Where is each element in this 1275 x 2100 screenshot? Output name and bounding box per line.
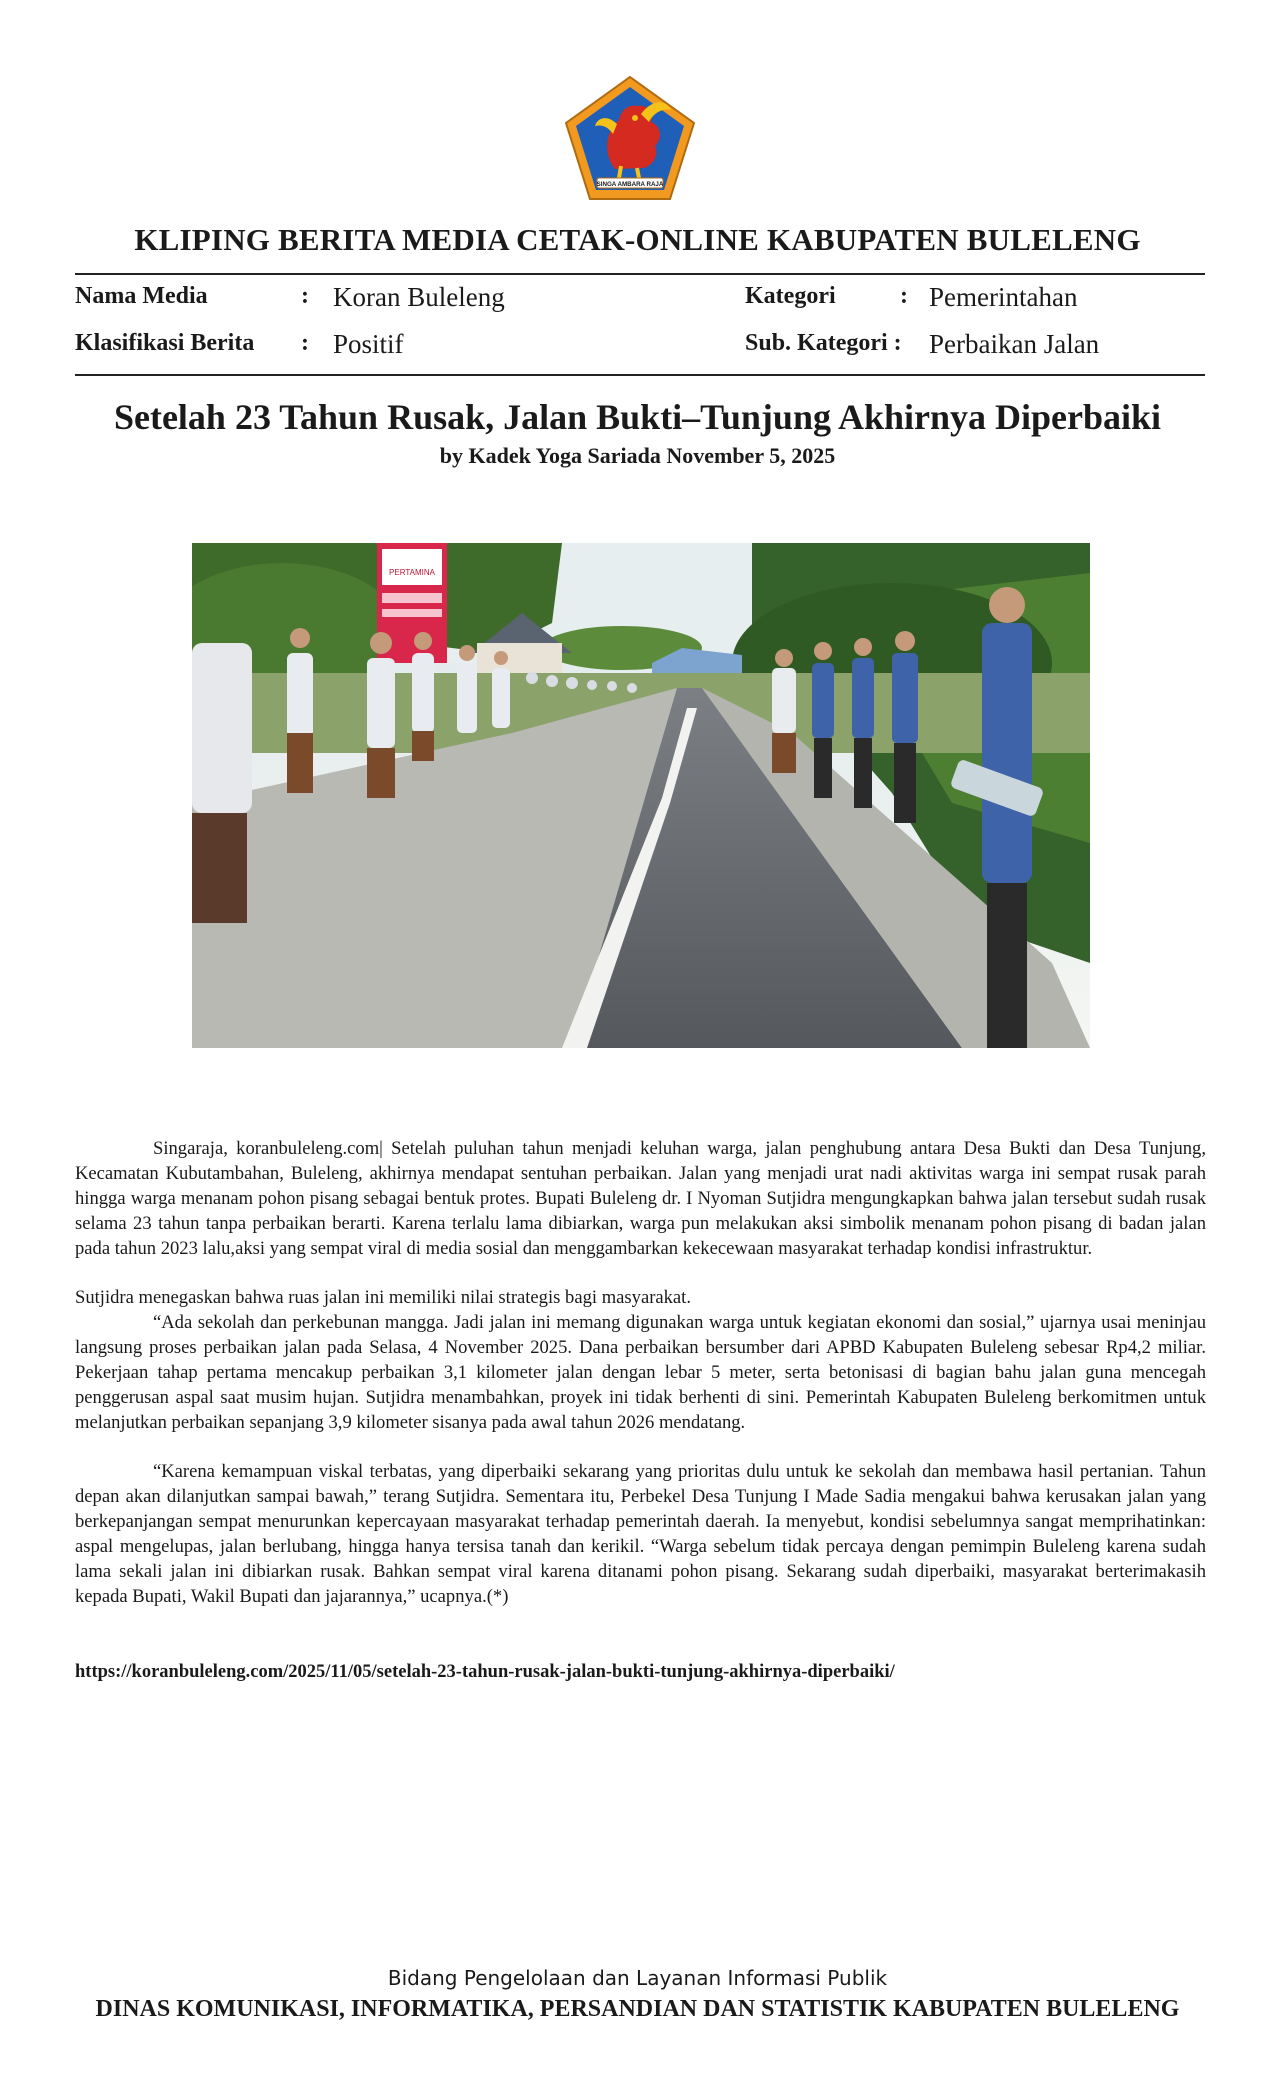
- divider: [75, 273, 1205, 275]
- source-url: https://koranbuleleng.com/2025/11/05/setelah-23-tahun-rusak-jalan-bukti-tunjung-akhirnya-diperbaiki/: [75, 1662, 895, 1682]
- article-paragraph: Sutjidra menegaskan bahwa ruas jalan ini memiliki nilai strategis bagi masyarakat.: [75, 1287, 691, 1308]
- news-photo: [192, 543, 1090, 1048]
- emblem-motto: SINGA AMBARA RAJA: [596, 181, 664, 188]
- buleleng-emblem-logo: [563, 74, 697, 202]
- category-value: Pemerintahan: [929, 282, 1078, 312]
- article-headline: Setelah 23 Tahun Rusak, Jalan Bukti–Tunjung Akhirnya Diperbaiki: [113, 397, 1162, 437]
- footer-department: Bidang Pengelolaan dan Layanan Informasi Publik: [387, 1966, 888, 1990]
- subcategory-label: Sub. Kategori :: [745, 330, 902, 356]
- classification-colon: :: [301, 330, 309, 356]
- divider: [75, 374, 1205, 376]
- category-colon: :: [900, 283, 908, 309]
- media-value: Koran Buleleng: [333, 282, 505, 312]
- document-title: KLIPING BERITA MEDIA CETAK-ONLINE KABUPATEN BULELENG: [134, 222, 1141, 257]
- article-paragraph: “Karena kemampuan viskal terbatas, yang diperbaiki sekarang yang prioritas dulu untuk ke sekolah dan membawa hasil pertanian. Tahun depan akan dilanjutkan sampai bawah,” terang Sutjidra. Sementara itu, Perbekel Desa Tunjung I Made Sadia mengakui bahwa kerusakan jalan yang berkepanjangan sempat menurunkan kepercayaan masyarakat terhadap pemerintah daerah. Ia menyebut, kondisi sebelumnya sangat memprihatinkan: aspal mengelupas, jalan berlubang, hingga hanya tersisa tanah dan kerikil. “Warga sebelum tidak percaya dengan pemimpin Buleleng karena sudah lama sekali jalan ini dibiarkan rusak. Bahkan sempat viral karena ditanami pohon pisang. Sekarang sudah diperbaiki, masyarakat berterimakasih kepada Bupati, Wakil Bupati dan jajarannya,” ucapnya.(*): [75, 1461, 1206, 1607]
- article-byline: by Kadek Yoga Sariada November 5, 2025: [439, 443, 836, 468]
- category-label: Kategori: [745, 283, 836, 309]
- classification-value: Positif: [333, 329, 404, 359]
- media-label: Nama Media: [75, 283, 208, 309]
- pertamina-sign-text: PERTAMINA: [389, 568, 435, 577]
- article-paragraph: “Ada sekolah dan perkebunan mangga. Jadi jalan ini memang digunakan warga untuk kegiatan ekonomi dan sosial,” ujarnya usai meninjau langsung proses perbaikan jalan pada Selasa, 4 November 2025. Dana perbaikan bersumber dari APBD Kabupaten Buleleng sebesar Rp4,2 miliar. Pekerjaan tahap pertama mencakup perbaikan 3,1 kilometer jalan dengan lebar 5 meter, serta betonisasi di bagian bahu jalan guna mencegah penggerusan aspal saat musim hujan. Sutjidra menambahkan, proyek ini tidak berhenti di sini. Pemerintah Kabupaten Buleleng berkomitmen untuk melanjutkan perbaikan sepanjang 3,9 kilometer sisanya pada awal tahun 2026 mendatang.: [75, 1312, 1206, 1433]
- article-body: [75, 1136, 1206, 1609]
- footer-agency: DINAS KOMUNIKASI, INFORMATIKA, PERSANDIAN DAN STATISTIK KABUPATEN BULELENG: [95, 1996, 1180, 2022]
- classification-label: Klasifikasi Berita: [75, 330, 255, 356]
- article-paragraph: Singaraja, koranbuleleng.com| Setelah puluhan tahun menjadi keluhan warga, jalan penghubung antara Desa Bukti dan Desa Tunjung, Kecamatan Kubutambahan, Buleleng, akhirnya mendapat sentuhan perbaikan. Jalan yang menjadi urat nadi aktivitas warga ini sempat rusak parah hingga warga menanam pohon pisang sebagai bentuk protes. Bupati Buleleng dr. I Nyoman Sutjidra mengungkapkan bahwa jalan tersebut sudah rusak selama 23 tahun tanpa perbaikan berarti. Karena terlalu lama dibiarkan, warga pun melakukan aksi simbolik menanam pohon pisang di badan jalan pada tahun 2023 lalu,aksi yang sempat viral di media sosial dan menggambarkan kekecewaan masyarakat terhadap kondisi infrastruktur.: [75, 1138, 1206, 1259]
- subcategory-value: Perbaikan Jalan: [929, 329, 1100, 359]
- media-colon: :: [301, 283, 309, 309]
